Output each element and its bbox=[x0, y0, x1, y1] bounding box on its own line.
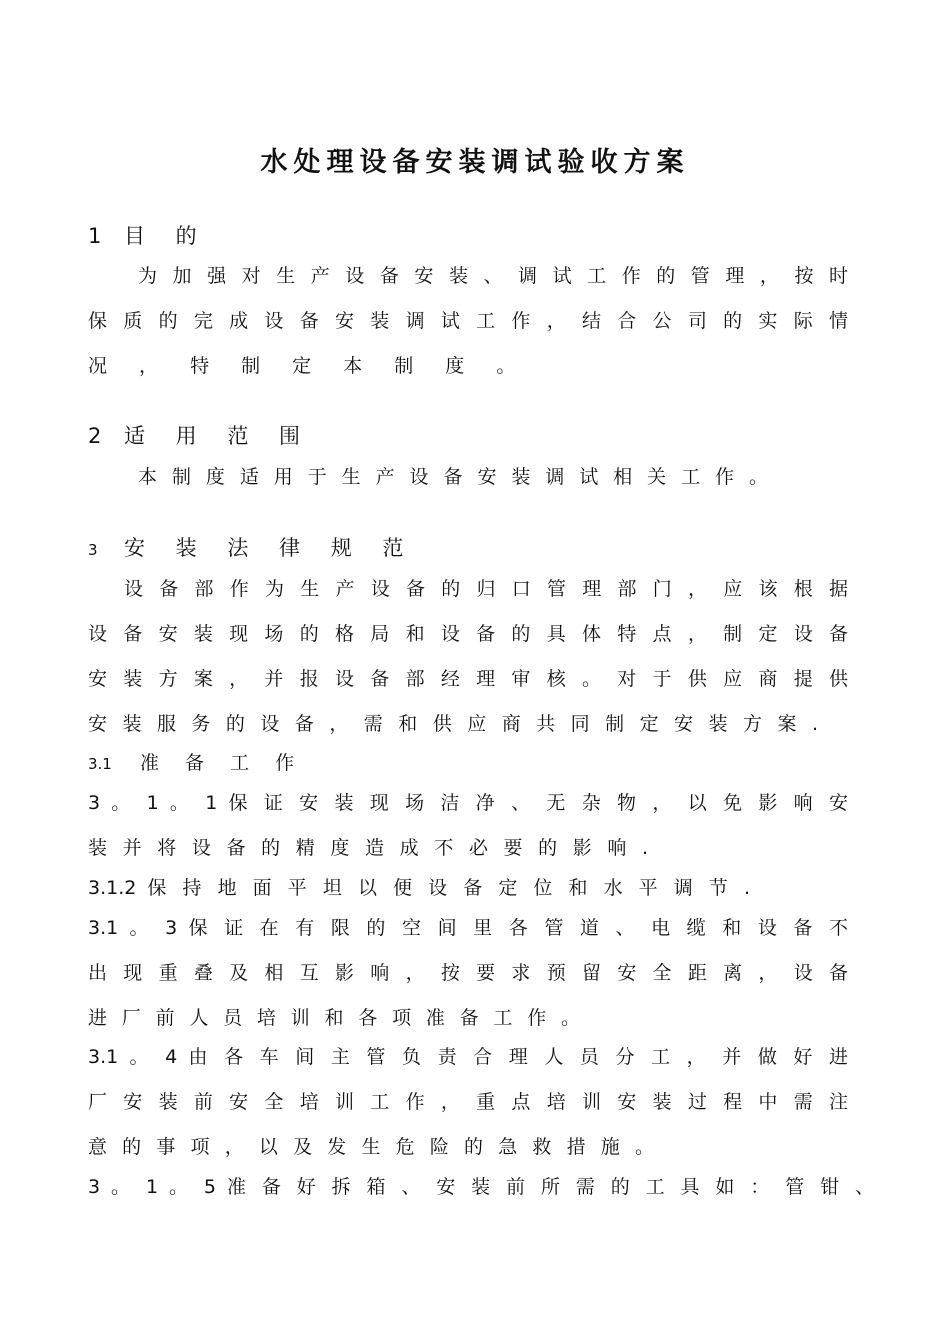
section-number: 3 bbox=[88, 541, 98, 559]
section-1-heading bbox=[88, 221, 209, 251]
document-title: 水处理设备安装调试验收方案 bbox=[260, 147, 690, 178]
subsection-number: 3.1 bbox=[88, 755, 112, 773]
paragraph-line: 本 制 度 适 用 于 生 产 设 备 安 装 调 试 相 关 工 作 。 bbox=[138, 466, 768, 488]
section-title: 安 装 法 律 规 范 bbox=[124, 536, 416, 560]
section-number: 2 bbox=[88, 424, 102, 448]
list-item-line: 3.1 。 3 保 证 在 有 限 的 空 间 里 各 管 道 、 电 缆 和 设 备 不 bbox=[88, 917, 848, 939]
paragraph-line: 安 装 方 案 ， 并 报 设 备 部 经 理 审 核 。 对 于 供 应 商 提 供 bbox=[88, 668, 848, 690]
list-item-line: 出 现 重 叠 及 相 互 影 响 ， 按 要 求 预 留 安 全 距 离 ， 设 备 bbox=[88, 962, 848, 984]
list-item-line: 3 。 1 。 1 保 证 安 装 现 场 洁 净 、 无 杂 物 ， 以 免 影 响 安 bbox=[88, 792, 848, 814]
section-2-heading bbox=[88, 421, 312, 451]
list-item-line: 3.1.2 保 持 地 面 平 坦 以 便 设 备 定 位 和 水 平 调 节 . bbox=[88, 877, 750, 899]
section-title: 适 用 范 围 bbox=[124, 424, 313, 448]
paragraph-line: 保 质 的 完 成 设 备 安 装 调 试 工 作 ， 结 合 公 司 的 实 际 情 bbox=[88, 310, 848, 332]
section-title: 目 的 bbox=[124, 224, 209, 248]
list-item-line: 3 。 1 。 5 准 备 好 拆 箱 、 安 装 前 所 需 的 工 具 如 ： 管 钳 、 bbox=[88, 1176, 874, 1198]
paragraph-line: 安 装 服 务 的 设 备 ， 需 和 供 应 商 共 同 制 定 安 装 方 案 . bbox=[88, 713, 818, 735]
section-3-heading bbox=[88, 533, 415, 565]
paragraph-line: 为 加 强 对 生 产 设 备 安 装 、 调 试 工 作 的 管 理 ， 按 时 bbox=[138, 265, 848, 287]
paragraph-line: 设 备 部 作 为 生 产 设 备 的 归 口 管 理 部 门 ， 应 该 根 据 bbox=[124, 578, 848, 600]
subsection-3-1-heading bbox=[88, 749, 304, 778]
subsection-title: 准 备 工 作 bbox=[140, 752, 305, 774]
list-item-line: 装 并 将 设 备 的 精 度 造 成 不 必 要 的 影 响 . bbox=[88, 837, 648, 859]
paragraph-line: 况 ， 特 制 定 本 制 度 。 bbox=[88, 355, 529, 377]
paragraph-line: 设 备 安 装 现 场 的 格 局 和 设 备 的 具 体 特 点 ， 制 定 设 备 bbox=[88, 623, 848, 645]
list-item-line: 厂 安 装 前 安 全 培 训 工 作 ， 重 点 培 训 安 装 过 程 中 需 注 bbox=[88, 1091, 848, 1113]
section-number: 1 bbox=[88, 224, 102, 248]
list-item-line: 意 的 事 项 ， 以 及 发 生 危 险 的 急 救 措 施 。 bbox=[88, 1136, 654, 1158]
list-item-line: 进 厂 前 人 员 培 训 和 各 项 准 备 工 作 。 bbox=[88, 1007, 580, 1029]
list-item-line: 3.1 。 4 由 各 车 间 主 管 负 责 合 理 人 员 分 工 ， 并 做 好 进 bbox=[88, 1046, 848, 1068]
